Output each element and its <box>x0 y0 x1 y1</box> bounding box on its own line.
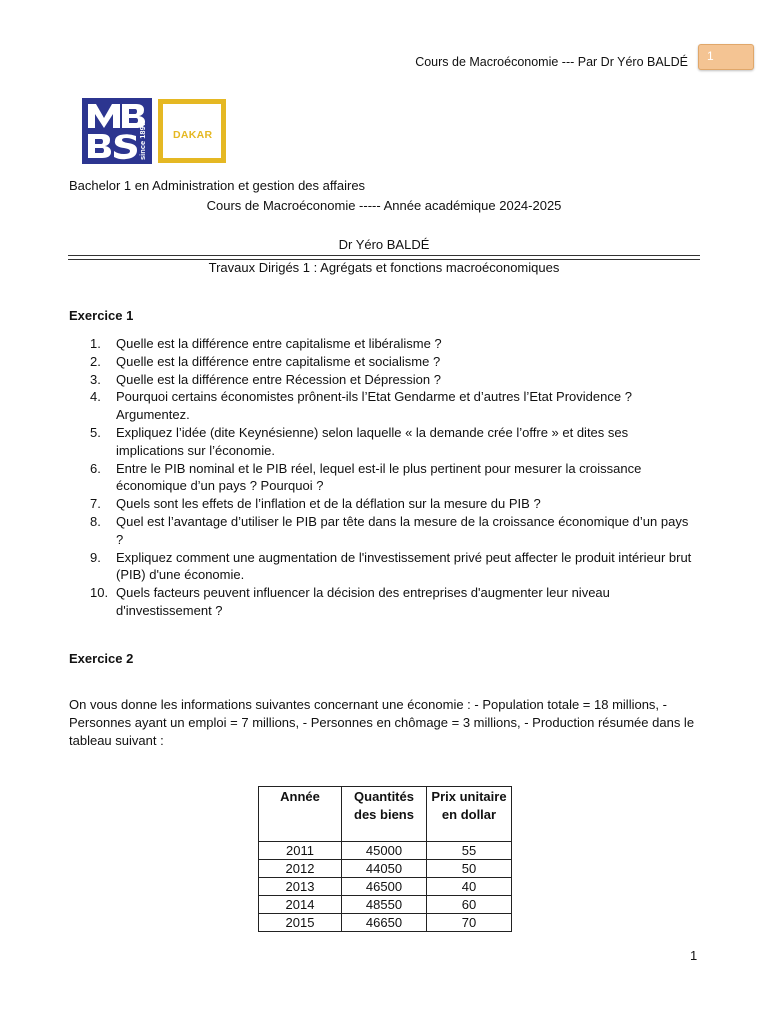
question-item <box>69 460 699 496</box>
question-item <box>69 371 699 389</box>
exercise1-question-list <box>69 335 699 620</box>
question-text: Quels facteurs peuvent influencer la décision des entreprises d'augmenter leur niveau d'investissement ? <box>116 585 610 618</box>
cell-annee: 2013 <box>259 878 342 896</box>
table-row <box>259 842 512 860</box>
mbs-logo <box>82 98 152 164</box>
question-number: 1. <box>90 336 101 351</box>
question-item <box>69 388 699 424</box>
cell-quantite: 48550 <box>342 896 427 914</box>
question-item <box>69 549 699 585</box>
course-year-line: Cours de Macroéconomie ----- Année académique 2024-2025 <box>206 198 562 213</box>
cell-quantite: 46500 <box>342 878 427 896</box>
question-number: 6. <box>90 460 101 476</box>
production-table <box>258 786 512 932</box>
cell-prix: 40 <box>427 878 512 896</box>
table-header-row <box>259 787 512 842</box>
exercise1-title: Exercice 1 <box>69 308 134 323</box>
question-text: Expliquez l’idée (dite Keynésienne) selon laquelle « la demande crée l’offre » et dites ses implications sur l’économie. <box>116 424 629 458</box>
cell-prix: 70 <box>427 914 512 932</box>
cell-prix: 55 <box>427 842 512 860</box>
question-number: 10. <box>90 585 109 601</box>
question-item <box>69 335 699 353</box>
question-text: Quel est l’avantage d’utiliser le PIB par tête dans la mesure de la croissance économique d’un pays ? <box>116 513 689 547</box>
table-row <box>259 896 512 914</box>
question-item <box>69 353 699 371</box>
question-number: 3. <box>90 371 101 387</box>
page-number-tab <box>698 44 754 70</box>
cell-prix: 50 <box>427 860 512 878</box>
header-quantites: Quantités des biens <box>342 787 427 842</box>
question-text: Quelle est la différence entre Récession et Dépression ? <box>116 371 441 387</box>
cell-quantite: 45000 <box>342 842 427 860</box>
question-number: 9. <box>90 549 101 565</box>
cell-annee: 2011 <box>259 842 342 860</box>
dakar-logo-text: DAKAR <box>173 129 213 141</box>
cell-annee: 2014 <box>259 896 342 914</box>
cell-quantite: 44050 <box>342 860 427 878</box>
cell-quantite: 46650 <box>342 914 427 932</box>
cell-prix: 60 <box>427 896 512 914</box>
cell-annee: 2012 <box>259 860 342 878</box>
program-line: Bachelor 1 en Administration et gestion des affaires <box>69 178 366 193</box>
table-row <box>259 914 512 932</box>
table-row <box>259 878 512 896</box>
header-prix: Prix unitaire en dollar <box>427 787 512 842</box>
svg-text:since 1897: since 1897 <box>138 122 147 160</box>
question-text: Expliquez comment une augmentation de l'investissement privé peut affecter le produit intérieur brut (PIB) d'une économie. <box>116 549 692 583</box>
question-text: Quelle est la différence entre capitalisme et socialisme ? <box>116 353 441 369</box>
question-number: 4. <box>90 389 101 405</box>
cell-annee: 2015 <box>259 914 342 932</box>
question-number: 8. <box>90 513 101 529</box>
instructor-name: Dr Yéro BALDÉ <box>338 237 430 252</box>
question-item <box>69 584 699 620</box>
question-item <box>69 424 699 460</box>
question-text: Entre le PIB nominal et le PIB réel, lequel est-il le plus pertinent pour mesurer la croissance économique d’un pays ? Pourquoi ? <box>116 460 642 494</box>
question-item <box>69 495 699 513</box>
page-number: 1 <box>690 948 698 963</box>
question-number: 5. <box>90 424 101 440</box>
question-text: Pourquoi certains économistes prônent-ils l’Etat Gendarme et d’autres l’Etat Providence ? Argumentez. <box>116 389 632 423</box>
exercise2-title: Exercice 2 <box>69 651 134 666</box>
page-tab-number: 1 <box>707 49 714 63</box>
question-item <box>69 513 699 549</box>
question-text: Quels sont les effets de l’inflation et de la déflation sur la mesure du PIB ? <box>116 496 541 512</box>
dakar-logo <box>158 99 226 163</box>
table-row <box>259 860 512 878</box>
running-header: Cours de Macroéconomie --- Par Dr Yéro BALDÉ <box>415 55 688 69</box>
question-number: 2. <box>90 353 101 369</box>
question-text: Quelle est la différence entre capitalisme et libéralisme ? <box>116 336 442 351</box>
header-annee: Année <box>259 787 342 842</box>
exercise2-paragraph: On vous donne les informations suivantes concernant une économie : - Population totale = 18 millions, - Personnes ayant un emploi = 7 millions, - Personnes en chômage = 3 millions, - Production résumée dans le tableau suivant : <box>69 697 695 748</box>
question-number: 7. <box>90 496 101 512</box>
td-title: Travaux Dirigés 1 : Agrégats et fonctions macroéconomiques <box>208 260 560 275</box>
